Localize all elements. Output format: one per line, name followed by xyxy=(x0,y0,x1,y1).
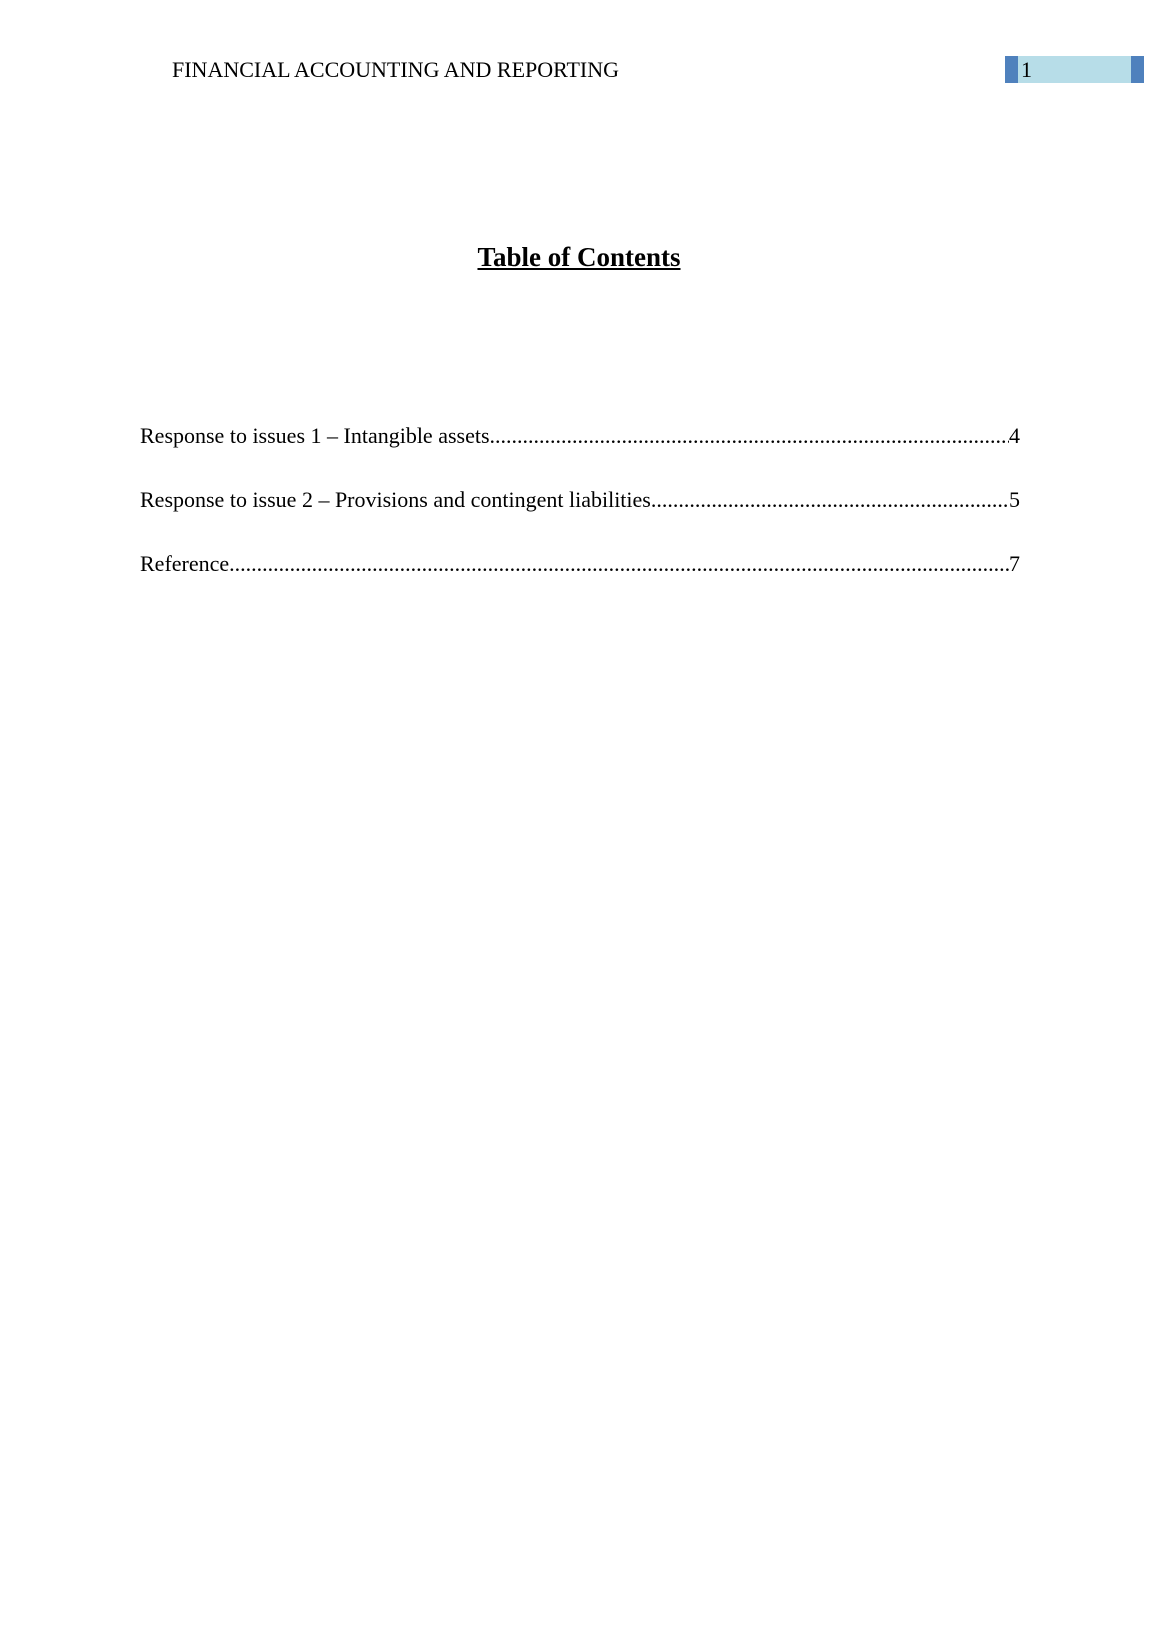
page-number-box xyxy=(1005,56,1144,83)
running-header-title: FINANCIAL ACCOUNTING AND REPORTING xyxy=(172,57,620,82)
toc-list xyxy=(140,422,1020,614)
toc-dot-leader xyxy=(651,486,1009,514)
toc-entry-page: 7 xyxy=(1009,551,1020,576)
page-number: 1 xyxy=(1021,57,1032,82)
toc-dot-leader xyxy=(490,422,1009,450)
toc-entry-page: 4 xyxy=(1009,423,1020,448)
page-box-left-accent xyxy=(1005,56,1018,83)
page-box-right-accent xyxy=(1131,56,1144,83)
toc-entry-reference[interactable] xyxy=(140,550,1020,614)
toc-entry-text: Response to issue 2 – Provisions and contingent liabilities xyxy=(140,487,651,512)
toc-entry-text: Response to issues 1 – Intangible assets xyxy=(140,423,490,448)
toc-entry-provisions[interactable] xyxy=(140,486,1020,550)
toc-entry-text: Reference xyxy=(140,551,230,576)
toc-dot-leader xyxy=(229,550,1009,578)
toc-heading: Table of Contents xyxy=(477,242,681,272)
toc-entry-intangible-assets[interactable] xyxy=(140,422,1020,486)
toc-entry-page: 5 xyxy=(1009,487,1020,512)
